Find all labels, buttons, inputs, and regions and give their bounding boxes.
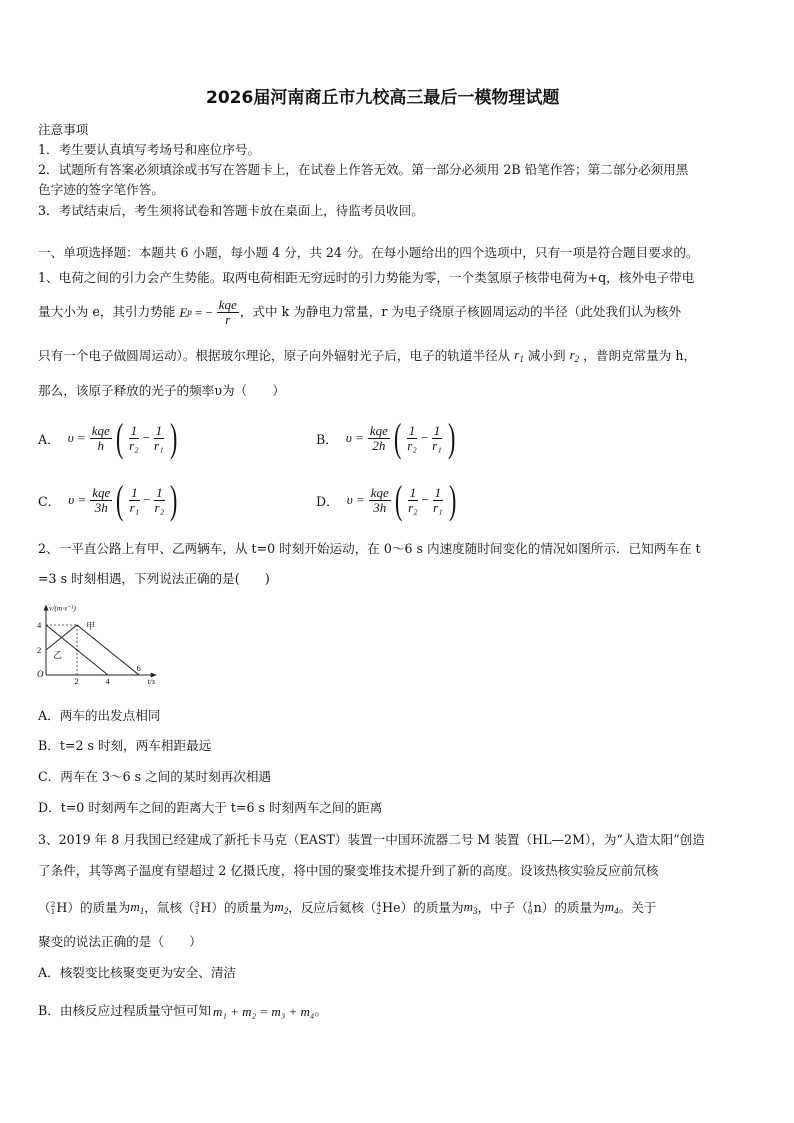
- term2-fraction: [153, 486, 167, 514]
- frequency-formula: [345, 415, 458, 460]
- option-label: D．: [316, 493, 339, 509]
- minus-sign: −: [143, 492, 151, 507]
- m2-sub: 2: [283, 906, 289, 916]
- term2-fraction: [152, 424, 166, 452]
- q3-l3-i: 。关于: [618, 899, 657, 915]
- q2-option-b: B．t=2 s 时刻，两车相距最远: [38, 738, 212, 753]
- term1-fraction: [405, 424, 419, 452]
- q2-option-d: D．t=0 时刻两车之间的距离大于 t=6 s 时刻两车之间的距离: [38, 800, 383, 815]
- ep-subscript: p: [187, 306, 192, 317]
- ep-numerator: kqe: [218, 297, 237, 312]
- series-label-jia: 甲: [86, 621, 96, 631]
- n-mass-number: 1: [527, 899, 533, 909]
- r2-symbol: [570, 348, 580, 364]
- q1-line2a: 量大小为 e，其引力势能: [38, 303, 176, 319]
- q3-option-b: [38, 1005, 327, 1018]
- m4-sub: 4: [614, 906, 619, 916]
- coef-numerator: kqe: [369, 422, 388, 438]
- notice-item-1: 1．考生要认真填写考场号和座位序号。: [38, 142, 261, 157]
- minus-sign: −: [142, 430, 151, 445]
- term1-numerator: 1: [131, 484, 138, 500]
- q3-l3-d: ）的质量为: [211, 899, 275, 915]
- m1-letter: m: [130, 899, 140, 914]
- he-mass-number: 4: [376, 899, 382, 909]
- q2-option-c: C．两车在 3～6 s 之间的某时刻再次相遇: [38, 769, 272, 784]
- upsilon-equals: υ =: [68, 492, 87, 507]
- section-heading: 一、单项选择题：本题共 6 小题，每小题 4 分，共 24 分。在每小题给出的四个选项中，只有一项是符合题目要求的。: [38, 245, 699, 260]
- q1-option-c: [38, 477, 180, 522]
- term2-numerator: 1: [434, 484, 442, 500]
- coef-fraction: [90, 486, 112, 514]
- origin-label: O: [37, 669, 44, 679]
- minus-sign: −: [420, 430, 429, 445]
- upsilon-equals: υ =: [346, 492, 365, 507]
- left-paren: (: [393, 415, 402, 460]
- r1-sub: 1: [519, 354, 524, 364]
- option-label: A．: [38, 431, 60, 447]
- q1-option-d: [316, 477, 459, 522]
- q1-line1: 1、电荷之间的引力会产生势能。取两电荷相距无穷远时的引力势能为零，一个类氢原子核带电荷为+q，核外电子带电: [38, 270, 695, 285]
- q3-option-b-end: 。: [314, 1003, 328, 1019]
- coef-fraction: [90, 424, 112, 452]
- q3-l3-g: ，中子（: [477, 899, 528, 915]
- h2-mass-number: 2: [50, 899, 56, 909]
- r1-symbol: [514, 348, 524, 364]
- ep-symbol: E: [179, 304, 188, 320]
- ep-equals: = −: [194, 304, 213, 320]
- q3-line4: 聚变的说法正确的是（ ）: [38, 934, 202, 949]
- q1-option-a: [38, 415, 180, 460]
- ep-denominator: r: [225, 311, 231, 327]
- velocity-time-graph: [34, 597, 174, 692]
- notice-heading: 注意事项: [38, 122, 89, 137]
- q1-line3b: 减小到: [527, 347, 566, 363]
- h3-element: H: [200, 899, 212, 915]
- q2-line1: 2、一平直公路上有甲、乙两辆车，从 t=0 时刻开始运动，在 0～6 s 内速度随时间变化的情况如图所示．已知两车在 t: [38, 541, 701, 556]
- helium-symbol: [376, 901, 400, 915]
- deuterium-symbol: [51, 901, 68, 915]
- coef-fraction: [368, 424, 390, 452]
- q3-line1: 3、2019 年 8 月我国已经建成了新托卡马克（EAST）装置一中国环流器二号 M 装置（HL—2M），为“人造太阳”创造: [38, 832, 705, 847]
- m3-letter: m: [463, 899, 473, 914]
- coef-denominator: 2h: [372, 437, 386, 453]
- q2-option-a: A．两车的出发点相同: [38, 708, 161, 723]
- x-tick-label: 6: [136, 663, 141, 673]
- notice-item-2: 2．试题所有答案必须填涂或书写在答题卡上，在试卷上作答无效。第一部分必须用 2B 铅笔作答；第二部分必须用黑: [38, 162, 689, 177]
- m1-symbol: [130, 900, 144, 916]
- term1-denominator: r₂: [407, 437, 417, 453]
- term2-numerator: 1: [155, 422, 163, 438]
- he-atomic-number: 2: [376, 907, 382, 916]
- m3-symbol: [464, 900, 478, 916]
- right-paren: ): [448, 477, 456, 522]
- left-paren: (: [394, 477, 403, 522]
- option-label: C．: [38, 493, 61, 509]
- term1-numerator: 1: [408, 422, 416, 438]
- h2-atomic-number: 1: [50, 907, 56, 916]
- m4-symbol: [605, 900, 619, 916]
- term1-fraction: [406, 486, 420, 514]
- q1-line4: 那么，该原子释放的光子的频率υ为（ ）: [38, 383, 285, 398]
- term2-denominator: r₁: [154, 437, 164, 453]
- series-label-yi: 乙: [52, 650, 62, 660]
- term2-denominator: r₂: [154, 499, 165, 515]
- term2-fraction: [430, 424, 444, 452]
- q1-line3c: ，普朗克常量为 h，: [583, 347, 697, 363]
- neutron-symbol: [528, 901, 542, 915]
- y-axis-arrow: [44, 605, 49, 611]
- y-tick-label: 4: [37, 620, 42, 630]
- q3-l3-c: ，氚核（: [144, 899, 195, 915]
- right-paren: ): [170, 477, 178, 522]
- term2-numerator: 1: [433, 422, 441, 438]
- term2-numerator: 1: [156, 484, 163, 500]
- he-element: He: [382, 899, 401, 915]
- left-paren: (: [115, 415, 124, 460]
- n-element: n: [533, 899, 542, 915]
- tritium-symbol: [195, 901, 212, 915]
- coef-numerator: kqe: [370, 484, 389, 500]
- term1-fraction: [128, 486, 142, 514]
- h3-mass-number: 3: [194, 899, 200, 909]
- left-paren: (: [116, 477, 124, 522]
- term2-fraction: [431, 486, 445, 514]
- q1-line2b: ，式中 k 为静电力常量，r 为电子绕原子核圆周运动的半径（此处我们认为核外: [239, 303, 682, 319]
- coef-fraction: [369, 486, 391, 514]
- q1-line3: [38, 348, 696, 364]
- r1-letter: r: [514, 347, 520, 362]
- notice-item-3: 3．考试结束后，考生须将试卷和答题卡放在桌面上，待监考员收回。: [38, 203, 424, 218]
- q3-line3: [38, 900, 656, 916]
- term1-denominator: r₁: [129, 499, 140, 515]
- coef-numerator: kqe: [92, 484, 111, 500]
- term1-numerator: 1: [409, 484, 417, 500]
- right-paren: ): [169, 415, 177, 460]
- h2-element: H: [56, 899, 68, 915]
- x-tick-label: 4: [105, 676, 110, 686]
- q1-option-b: [316, 415, 458, 460]
- upsilon-equals: υ =: [345, 430, 364, 445]
- y-axis-label: v/(m·s⁻¹): [49, 603, 76, 613]
- term1-numerator: 1: [130, 422, 138, 438]
- q2-line2: =3 s 时刻相遇，下列说法正确的是( ): [38, 571, 270, 586]
- q3-l3-f: ）的质量为: [400, 899, 464, 915]
- term2-denominator: r₁: [433, 499, 443, 515]
- y-tick-label: 2: [37, 645, 42, 655]
- right-paren: ): [447, 415, 456, 460]
- term2-denominator: r₁: [432, 437, 442, 453]
- q3-l3-b: ）的质量为: [67, 899, 131, 915]
- notice-item-2-cont: 色字迹的签字笔作答。: [38, 182, 164, 197]
- q3-l3-a: （: [38, 899, 51, 915]
- potential-energy-formula: [179, 298, 239, 326]
- q3-line2: 了条件，其等离子温度有望超过 2 亿摄氏度，将中国的聚变堆技术提升到了新的高度。设该热核实验反应前氘核: [38, 863, 659, 878]
- page-title: 2026届河南商丘市九校高三最后一模物理试题: [206, 88, 560, 108]
- option-label: B．: [316, 431, 338, 447]
- mass-equation: m₁ + m₂ = m₃ + m₄: [212, 1004, 315, 1019]
- coef-numerator: kqe: [91, 422, 110, 438]
- term1-denominator: r₂: [129, 437, 139, 453]
- m2-letter: m: [274, 899, 284, 914]
- q1-line3a: 只有一个电子做圆周运动）。根据玻尔理论，原子向外辐射光子后，电子的轨道半径从: [38, 347, 511, 363]
- term1-fraction: [127, 424, 141, 452]
- h3-atomic-number: 1: [194, 907, 200, 916]
- coef-denominator: 3h: [94, 499, 108, 515]
- m2-symbol: [274, 900, 288, 916]
- q3-l3-e: ，反应后氦核（: [288, 899, 377, 915]
- m4-letter: m: [604, 899, 615, 914]
- q3-option-a: A．核裂变比核聚变更为安全、清洁: [38, 965, 237, 980]
- x-tick-label: 2: [74, 676, 79, 686]
- upsilon-equals: υ =: [67, 430, 86, 445]
- frequency-formula: [68, 477, 180, 522]
- q3-option-b-text: B．由核反应过程质量守恒可知: [38, 1003, 211, 1019]
- ep-fraction: [217, 298, 239, 326]
- n-atomic-number: 0: [527, 907, 533, 916]
- q1-line2: [38, 298, 681, 326]
- frequency-formula: [346, 477, 459, 522]
- x-axis-label: t/s: [147, 677, 156, 686]
- coef-denominator: h: [97, 437, 104, 453]
- r2-letter: r: [569, 347, 575, 362]
- coef-denominator: 3h: [373, 499, 387, 515]
- term1-denominator: r₂: [408, 499, 418, 515]
- m1-sub: 1: [139, 906, 145, 916]
- frequency-formula: [67, 415, 180, 460]
- q3-l3-h: ）的质量为: [541, 899, 605, 915]
- r2-sub: 2: [574, 354, 580, 364]
- minus-sign: −: [421, 492, 430, 507]
- m3-sub: 3: [472, 906, 478, 916]
